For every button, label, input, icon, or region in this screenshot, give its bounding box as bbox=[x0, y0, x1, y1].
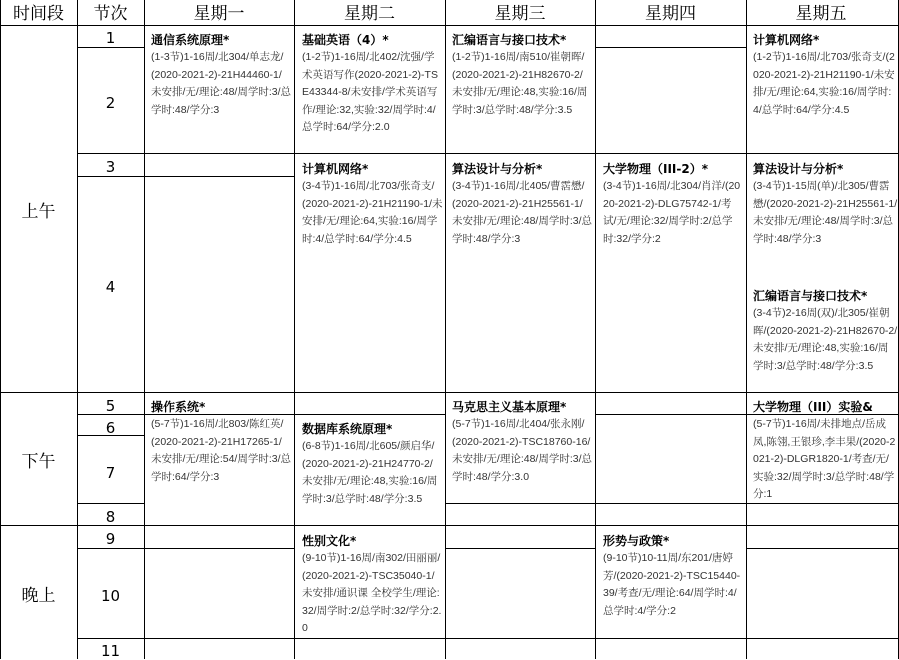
header-thursday: 星期四 bbox=[645, 4, 696, 24]
header-wednesday: 星期三 bbox=[494, 4, 546, 24]
period-afternoon: 下午 bbox=[21, 452, 56, 472]
grid-line bbox=[595, 414, 746, 415]
grid-line bbox=[595, 503, 746, 504]
course-entry[interactable] bbox=[753, 398, 898, 504]
grid-line bbox=[445, 638, 595, 639]
course-name: 计算机网络* bbox=[753, 33, 820, 47]
course-name: 通信系统原理* bbox=[151, 33, 230, 47]
course-entry[interactable] bbox=[151, 398, 292, 502]
grid-line bbox=[294, 153, 445, 154]
course-name: 基础英语（4）* bbox=[302, 33, 389, 47]
section-number: 2 bbox=[105, 94, 116, 112]
course-name: 大学物理（III）实验& bbox=[753, 400, 873, 414]
grid-line bbox=[746, 153, 898, 154]
course-detail: (1-2节)1-16周/南510/崔朝晖/(2020-2021-2)-21H82670-2/未安排/无/理论:48,实验:16/周学时:3/总学时:48/学分:3.5 bbox=[452, 51, 588, 116]
grid-line bbox=[77, 503, 144, 504]
course-detail: (1-2节)1-16周/北402/沈强/学术英语写作(2020-2021-2)-TSE43344-8/未安排/学术英语写作/理论:32,实验:32/周学时:4/总学时:64/学分:2.0 bbox=[302, 51, 438, 133]
course-entry[interactable] bbox=[753, 287, 898, 391]
course-name: 汇编语言与接口技术* bbox=[452, 33, 567, 47]
grid-line bbox=[445, 153, 595, 154]
course-detail: (1-3节)1-16周/北304/单志龙/(2020-2021-2)-21H44460-1/未安排/无/理论:48/周学时:3/总学时:48/学分:3 bbox=[151, 51, 292, 116]
course-name: 马克思主义基本原理* bbox=[452, 400, 567, 414]
course-entry[interactable] bbox=[302, 160, 443, 272]
course-name: 大学物理（III-2）* bbox=[603, 162, 709, 176]
course-name: 数据库系统原理* bbox=[302, 422, 393, 436]
grid-line bbox=[746, 548, 898, 549]
course-entry[interactable] bbox=[302, 420, 443, 526]
course-detail: (9-10节)1-16周/南302/田丽丽/(2020-2021-2)-TSC35040-1/未安排/通识课 全校学生/理论:32/周学时:2/总学时:32/学分:2.0 bbox=[302, 552, 442, 634]
section-number: 1 bbox=[105, 29, 116, 47]
grid-line bbox=[144, 548, 294, 549]
course-entry[interactable] bbox=[302, 532, 443, 640]
period-morning: 上午 bbox=[21, 202, 56, 222]
header-friday: 星期五 bbox=[795, 4, 847, 24]
course-entry[interactable] bbox=[753, 160, 898, 268]
grid-line bbox=[77, 47, 144, 48]
course-entry[interactable] bbox=[452, 398, 593, 502]
course-name: 性别文化* bbox=[302, 534, 357, 548]
grid-line bbox=[77, 153, 144, 154]
course-name: 算法设计与分析* bbox=[452, 162, 543, 176]
grid-line bbox=[144, 153, 294, 154]
course-entry[interactable] bbox=[603, 532, 744, 640]
grid-line bbox=[445, 503, 595, 504]
course-detail: (3-4节)1-16周/北703/张奇支/(2020-2021-2)-21H21190-1/未安排/无/理论:64,实验:16/周学时:4/总学时:64/学分:4.5 bbox=[302, 180, 443, 245]
course-detail: (3-4节)2-16周(双)/北305/崔朝晖/(2020-2021-2)-21H82670-2/未安排/无/理论:48,实验:16/周学时:3/总学时:48/学分:3.5 bbox=[753, 307, 898, 372]
grid-line bbox=[77, 176, 144, 177]
grid-line bbox=[0, 0, 1, 659]
header-monday: 星期一 bbox=[193, 4, 245, 24]
course-detail: (6-8节)1-16周/北605/颜启华/(2020-2021-2)-21H24770-2/未安排/无/理论:48,实验:16/周学时:3/总学时:48/学分:3.5 bbox=[302, 440, 438, 505]
course-detail: (5-7节)1-16周/北803/陈红英/(2020-2021-2)-21H17265-1/未安排/无/理论:54/周学时:3/总学时:64/学分:3 bbox=[151, 418, 292, 483]
header-period: 时间段 bbox=[13, 4, 64, 24]
grid-line bbox=[144, 638, 294, 639]
course-entry[interactable] bbox=[302, 31, 443, 153]
section-number: 8 bbox=[105, 508, 116, 526]
section-number: 7 bbox=[105, 464, 116, 482]
course-entry[interactable] bbox=[603, 160, 744, 272]
grid-line bbox=[294, 414, 445, 415]
course-name: 算法设计与分析* bbox=[753, 162, 844, 176]
section-number: 6 bbox=[105, 419, 116, 437]
grid-line bbox=[445, 548, 595, 549]
course-name: 形势与政策* bbox=[603, 534, 670, 548]
course-entry[interactable] bbox=[452, 31, 593, 153]
grid-line bbox=[746, 0, 747, 659]
course-detail: (9-10节)10-11周/东201/唐婷芳/(2020-2021-2)-TSC15440-39/考查/无/理论:64/周学时:4/总学时:4/学分:2 bbox=[603, 552, 741, 617]
course-detail: (5-7节)1-16周/未排地点/岳成凤,陈翎,王银珍,李丰果/(2020-2021-2)-DLGR1820-1/考查/无/实验:32/周学时:3/总学时:48/学分:1 bbox=[753, 418, 896, 500]
grid-line bbox=[595, 47, 746, 48]
course-detail: (3-4节)1-16周/北405/曹霑懋/(2020-2021-2)-21H25561-1/未安排/无/理论:48/周学时:3/总学时:48/学分:3 bbox=[452, 180, 593, 245]
grid-line bbox=[77, 638, 144, 639]
grid-line bbox=[445, 0, 446, 659]
course-name: 操作系统* bbox=[151, 400, 206, 414]
header-section: 节次 bbox=[93, 4, 128, 24]
course-name: 计算机网络* bbox=[302, 162, 369, 176]
grid-line bbox=[595, 153, 746, 154]
course-entry[interactable] bbox=[753, 31, 898, 153]
course-detail: (1-2节)1-16周/北703/张奇支/(2020-2021-2)-21H21190-1/未安排/无/理论:64,实验:16/周学时:4/总学时:64/学分:4.5 bbox=[753, 51, 895, 116]
course-detail: (3-4节)1-16周/北304/肖洋/(2020-2021-2)-DLG75742-1/考试/无/理论:32/周学时:2/总学时:32/学分:2 bbox=[603, 180, 741, 245]
course-name: 汇编语言与接口技术* bbox=[753, 289, 868, 303]
grid-line bbox=[144, 176, 294, 177]
course-entry[interactable] bbox=[151, 31, 292, 151]
grid-line bbox=[294, 0, 295, 659]
section-number: 9 bbox=[105, 530, 116, 548]
grid-line bbox=[77, 548, 144, 549]
grid-line bbox=[0, 25, 898, 26]
grid-line bbox=[0, 392, 898, 393]
section-number: 10 bbox=[100, 587, 121, 605]
course-detail: (3-4节)1-15周(单)/北305/曹霑懋/(2020-2021-2)-21H25561-1/未安排/无/理论:48/周学时:3/总学时:48/学分:3 bbox=[753, 180, 898, 245]
section-number: 3 bbox=[105, 158, 116, 176]
course-detail: (5-7节)1-16周/北404/张永刚/(2020-2021-2)-TSC18760-16/未安排/无/理论:48/周学时:3/总学时:48/学分:3.0 bbox=[452, 418, 593, 483]
grid-line bbox=[595, 0, 596, 659]
grid-line bbox=[144, 0, 145, 659]
course-entry[interactable] bbox=[452, 160, 593, 272]
header-tuesday: 星期二 bbox=[344, 4, 395, 24]
grid-line bbox=[746, 638, 898, 639]
period-evening: 晚上 bbox=[21, 586, 56, 606]
section-number: 5 bbox=[105, 397, 116, 415]
section-number: 11 bbox=[100, 642, 121, 660]
section-number: 4 bbox=[105, 278, 116, 296]
